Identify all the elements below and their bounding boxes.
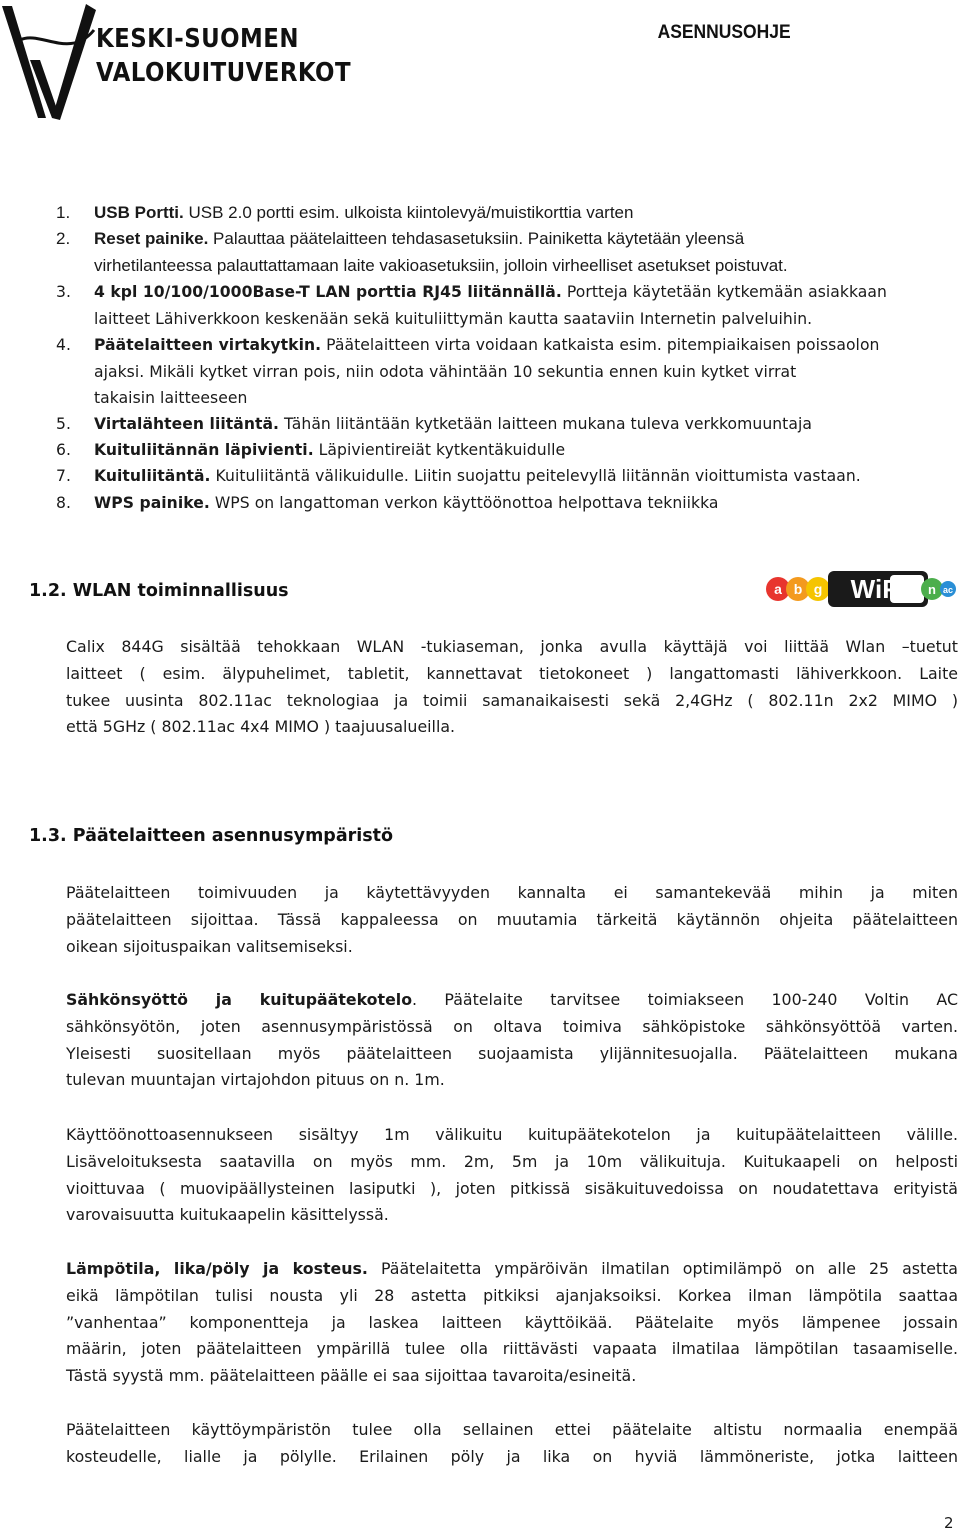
list-item-text: Päätelaitteen virtakytkin. Päätelaitteen virta voidaan katkaista esim. pitempiaikaisen poissaolon ajaksi. Mikäli kytket virran pois, niin odota vähintään 10 sekuntia ennen kuin kytket virrat takaisin laitteeseen (94, 336, 880, 407)
list-item-text: 4 kpl 10/100/1000Base-T LAN porttia RJ45 liitännällä. Portteja käytetään kytkemään asiakkaan laitteet Lähiverkkoon keskenään sekä kuituliittymän kautta saataviin Internetin palveluihin. (94, 283, 887, 328)
svg-text:a: a (774, 581, 782, 597)
document-type: ASENNUSOHJE (657, 22, 791, 43)
svg-text:WiFi: WiFi (850, 574, 906, 604)
list-item-text: USB Portti. USB 2.0 portti esim. ulkoista kiintolevyä/muistikorttia varten (94, 203, 634, 222)
list-item-number: 7. (56, 467, 71, 485)
list-item-number: 4. (56, 336, 71, 354)
list-item-number: 5. (56, 415, 71, 433)
wifi-standards-badge-icon (764, 565, 956, 613)
list-item-number: 1. (56, 203, 71, 222)
power-supply-paragraph: Sähkönsyöttö ja kuitupäätekotelo. Päätelaite tarvitsee toimiakseen 100-240 Voltin AC sähkönsyötön, joten asennusympäristössä on oltava toimiva sähköpistoke sähkönsyöttöä varten. Yleisesti suositellaan myös päätelaitteen suojaamista ylijännitesuojalla. Päätelaitteen mukana tulevan muuntajan virtajohdon pituus on n. 1m. (66, 990, 958, 1090)
temperature-paragraph: Lämpötila, lika/pöly ja kosteus. Päätelaitetta ympäröivän ilmatilan optimilämpö on alle 25 astetta eikä lämpötilan tulisi nousta yli 28 astetta pitkiksi ajanjaksoiksi. Korkea ilman lämpötila saattaa ”vanhentaa” komponentteja ja laskea laitteen käyttöikää. Päätelaite myös lämpenee jossain määrin, joten päätelaitteen ympärillä tulee olla riittävästi vapaata ilmatilaa lämpötilan tasaamiselle. Tästä syystä mm. päätelaitteen päälle ei saa sijoittaa tavaroita/esineitä. (66, 1259, 958, 1386)
environment-intro-paragraph: Päätelaitteen toimivuuden ja käytettävyyden kannalta ei samantekevää mihin ja miten päätelaitteen sijoittaa. Tässä kappaleessa on muutamia tärkeitä käytännön ohjeita päätelaitteen oikean sijoituspaikan valitsemiseksi. (66, 883, 958, 956)
page-number: 2 (944, 1514, 954, 1532)
wlan-paragraph: Calix 844G sisältää tehokkaan WLAN -tukiaseman, jonka avulla käyttäjä voi liittää Wlan –tuetut laitteet ( esim. älypuhelimet, tabletit, kannettavat tietokoneet ) langattomasti lähiverkkoon. Laite tukee uusinta 802.11ac teknologiaa ja toimii samanaikaisesti sekä 2,4GHz ( 802.11n 2x2 MIMO ) että 5GHz ( 802.11ac 4x4 MIMO ) taajuusalueilla. (66, 637, 958, 737)
brand-name-line2: VALOKUITUVERKOT (96, 58, 352, 88)
section-heading-wlan: 1.2. WLAN toiminnallisuus (29, 581, 289, 601)
list-item-text: Kuituliitäntä. Kuituliitäntä välikuidulle. Liitin suojattu peitelevyllä liitännän vioittumista vastaan. (94, 467, 861, 485)
svg-text:b: b (793, 581, 803, 597)
fiber-cable-paragraph: Käyttöönottoasennukseen sisältyy 1m välikuitu kuitupäätekotelon ja kuitupäätelaitteen välille. Lisäveloituksesta saatavilla on myös mm. 2m, 5m ja 10m välikuituja. Kuitukaapeli on helposti vioittuvaa ( muovipäällysteinen lasiputki ), joten pitkissä sisäkuituvedoissa on noudatettava erityistä varovaisuutta kuitukaapelin käsittelyssä. (66, 1125, 958, 1225)
svg-text:g: g (813, 581, 823, 597)
list-item-text: WPS painike. WPS on langattoman verkon käyttöönottoa helpottava tekniikka (94, 494, 719, 512)
brand-logo (0, 0, 352, 125)
list-item-number: 8. (56, 494, 71, 512)
list-item-number: 6. (56, 441, 71, 459)
svg-text:n: n (928, 582, 936, 597)
list-item-text: Reset painike. Palauttaa päätelaitteen tehdasasetuksiin. Painiketta käytetään yleensä virhetilanteessa palauttattamaan laite vakioasetuksiin, jolloin virheelliset asetukset poistuvat. (94, 229, 788, 275)
brand-name-line1: KESKI-SUOMEN (96, 24, 299, 54)
humidity-paragraph: Päätelaitteen käyttöympäristön tulee olla sellainen ettei päätelaite altistu normaalia enempää kosteudelle, lialle ja pölylle. Erilainen pöly ja lika on hyviä lämmöneriste, jotka laitteen (66, 1420, 958, 1466)
section-heading-environment: 1.3. Päätelaitteen asennusympäristö (29, 826, 394, 846)
list-item-text: Kuituliitännän läpivienti. Läpivientireiät kytkentäkuidulle (94, 441, 566, 459)
list-item-text: Virtalähteen liitäntä. Tähän liitäntään kytketään laitteen mukana tuleva verkkomuuntaja (94, 415, 812, 433)
svg-text:ac: ac (942, 585, 954, 595)
brand-mark-icon (0, 0, 100, 125)
list-item-number: 3. (56, 283, 71, 301)
list-item-number: 2. (56, 229, 71, 248)
